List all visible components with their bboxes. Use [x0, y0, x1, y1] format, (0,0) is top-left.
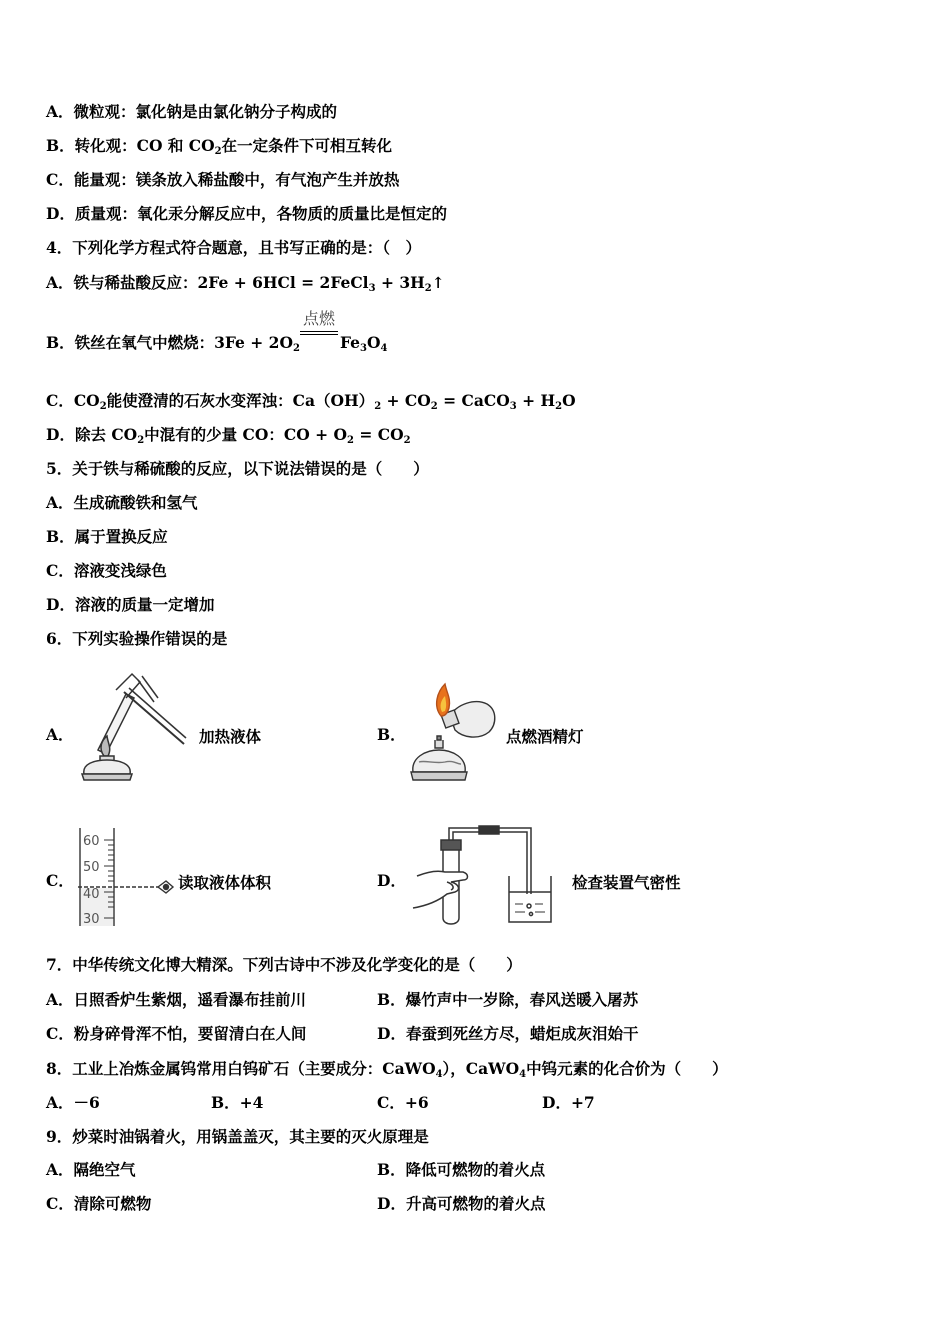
- q8-stem-s2: 4: [519, 1069, 527, 1080]
- q4-c-s5: 2: [555, 401, 563, 412]
- q8-stem-s1: 4: [435, 1069, 443, 1080]
- q4-d-s2: 2: [347, 435, 354, 446]
- q7-stem: 7．中华传统文化博大精深。下列古诗中不涉及化学变化的是（ ）: [46, 955, 522, 974]
- q8-option-c: C．+6: [377, 1093, 429, 1112]
- q4-c-t3: = CaCO: [437, 391, 510, 410]
- q4-b-prod-mid: O: [367, 333, 381, 352]
- q6-c-label: C．: [46, 871, 74, 890]
- q4-option-c: [46, 391, 576, 417]
- q4-stem: 4．下列化学方程式符合题意，且书写正确的是：（ ）: [46, 238, 422, 257]
- q3-b-pre: B．转化观：CO 和 CO: [46, 136, 215, 155]
- cylinder-tick-50: 50: [83, 860, 100, 875]
- q9-stem: 9．炒菜时油锅着火，用锅盖盖灭，其主要的灭火原理是: [46, 1127, 429, 1146]
- q4-d-s1: 2: [137, 435, 145, 446]
- q8-stem: [46, 1059, 728, 1085]
- q8-option-d: D．+7: [542, 1093, 595, 1112]
- q7-option-b: B．爆竹声中一岁除，春风送暖入屠苏: [377, 990, 639, 1009]
- q4-a-sub2: 2: [424, 283, 432, 294]
- q8-stem-pre: 8．工业上冶炼金属钨常用白钨矿石（主要成分：CaWO: [46, 1059, 436, 1078]
- q4-c-s3: 2: [430, 401, 438, 412]
- q4-d-t1: 中混有的少量 CO：CO + O: [144, 425, 348, 444]
- cylinder-tick-30: 30: [83, 912, 100, 927]
- q3-option-a: A．微粒观：氯化钠是由氯化钠分子构成的: [46, 102, 338, 121]
- q4-d-s3: 2: [403, 435, 411, 446]
- q4-c-t1: 能使澄清的石灰水变浑浊：Ca（OH）: [106, 391, 375, 410]
- q6-d-caption: 检查装置气密性: [572, 873, 681, 892]
- q5-stem: 5．关于铁与稀硫酸的反应，以下说法错误的是（ ）: [46, 459, 429, 478]
- q9-option-c: C．清除可燃物: [46, 1194, 152, 1213]
- q8-option-a: A．－6: [46, 1093, 100, 1112]
- q4-a-sub1: 3: [368, 283, 376, 294]
- q6-b-label: B．: [377, 725, 406, 744]
- q4-b-prod-sub1: 3: [360, 343, 367, 354]
- q9-option-d: D．升高可燃物的着火点: [377, 1194, 546, 1213]
- q7-option-d: D．春蚕到死丝方尽，蜡炬成灰泪始干: [377, 1024, 639, 1043]
- q6-b-caption: 点燃酒精灯: [506, 727, 584, 746]
- q5-option-d: D．溶液的质量一定增加: [46, 595, 215, 614]
- q5-option-c: C．溶液变浅绿色: [46, 561, 167, 580]
- q4-d-t2: = CO: [353, 425, 404, 444]
- q3-option-b: [46, 136, 392, 162]
- q3-b-sub: 2: [214, 146, 222, 157]
- q8-stem-mid: ），CaWO: [442, 1059, 520, 1078]
- q4-option-a: [46, 273, 445, 299]
- q4-b-condition: 点燃: [302, 309, 335, 328]
- q4-c-t4: + H: [516, 391, 556, 410]
- q4-b-sub: 2: [292, 343, 300, 354]
- q9-option-b: B．降低可燃物的着火点: [377, 1160, 546, 1179]
- q9-option-a: A．隔绝空气: [46, 1160, 136, 1179]
- q4-c-pre: C．CO: [46, 391, 100, 410]
- q4-b-condition-arrow: [300, 306, 338, 335]
- q4-d-pre: D．除去 CO: [46, 425, 138, 444]
- q4-b-prod: Fe: [340, 333, 361, 352]
- q3-option-d: D．质量观：氧化汞分解反应中，各物质的质量比是恒定的: [46, 204, 447, 223]
- q8-stem-post: 中钨元素的化合价为（ ）: [526, 1059, 728, 1078]
- q4-b-prod-sub2: 4: [380, 343, 388, 354]
- q4-c-s4: 3: [509, 401, 517, 412]
- q4-c-t5: O: [562, 391, 576, 410]
- q6-a-label: A．: [46, 725, 74, 744]
- q3-b-post: 在一定条件下可相互转化: [221, 136, 393, 155]
- q8-option-b: B．+4: [211, 1093, 264, 1112]
- q4-c-s1: 2: [99, 401, 107, 412]
- cylinder-tick-60: 60: [83, 834, 100, 849]
- q4-b-pre: B．铁丝在氧气中燃烧：3Fe + 2O: [46, 333, 293, 352]
- q5-option-b: B．属于置换反应: [46, 527, 168, 546]
- q4-b-condition-line-2: [300, 334, 338, 335]
- q3-option-c: C．能量观：镁条放入稀盐酸中，有气泡产生并放热: [46, 170, 400, 189]
- lighting-alcohol-lamp-figure: [405, 676, 503, 784]
- q4-a-mid: + 3H: [375, 273, 425, 292]
- q4-a-post: ↑: [431, 273, 445, 292]
- q4-option-b: [46, 333, 300, 359]
- q4-a-pre: A．铁与稀盐酸反应：2Fe + 6HCl = 2FeCl: [46, 273, 369, 292]
- q5-option-a: A．生成硫酸铁和氢气: [46, 493, 198, 512]
- q4-b-product: [340, 333, 387, 359]
- q4-c-t2: + CO: [381, 391, 431, 410]
- q6-d-label: D．: [377, 871, 406, 890]
- q7-option-a: A．日照香炉生紫烟，遥看瀑布挂前川: [46, 990, 307, 1009]
- q4-option-d: [46, 425, 411, 451]
- cylinder-tick-40: 40: [83, 887, 100, 902]
- q4-c-s2: 2: [374, 401, 382, 412]
- heating-liquid-figure: [74, 670, 189, 782]
- q4-b-condition-line-1: [300, 331, 338, 332]
- airtightness-check-figure: [407, 822, 557, 932]
- q7-option-c: C．粉身碎骨浑不怕，要留清白在人间: [46, 1024, 307, 1043]
- graduated-cylinder-figure: [74, 826, 178, 928]
- q6-c-caption: 读取液体体积: [178, 873, 272, 892]
- q6-stem: 6．下列实验操作错误的是: [46, 629, 228, 648]
- q6-a-caption: 加热液体: [199, 727, 262, 746]
